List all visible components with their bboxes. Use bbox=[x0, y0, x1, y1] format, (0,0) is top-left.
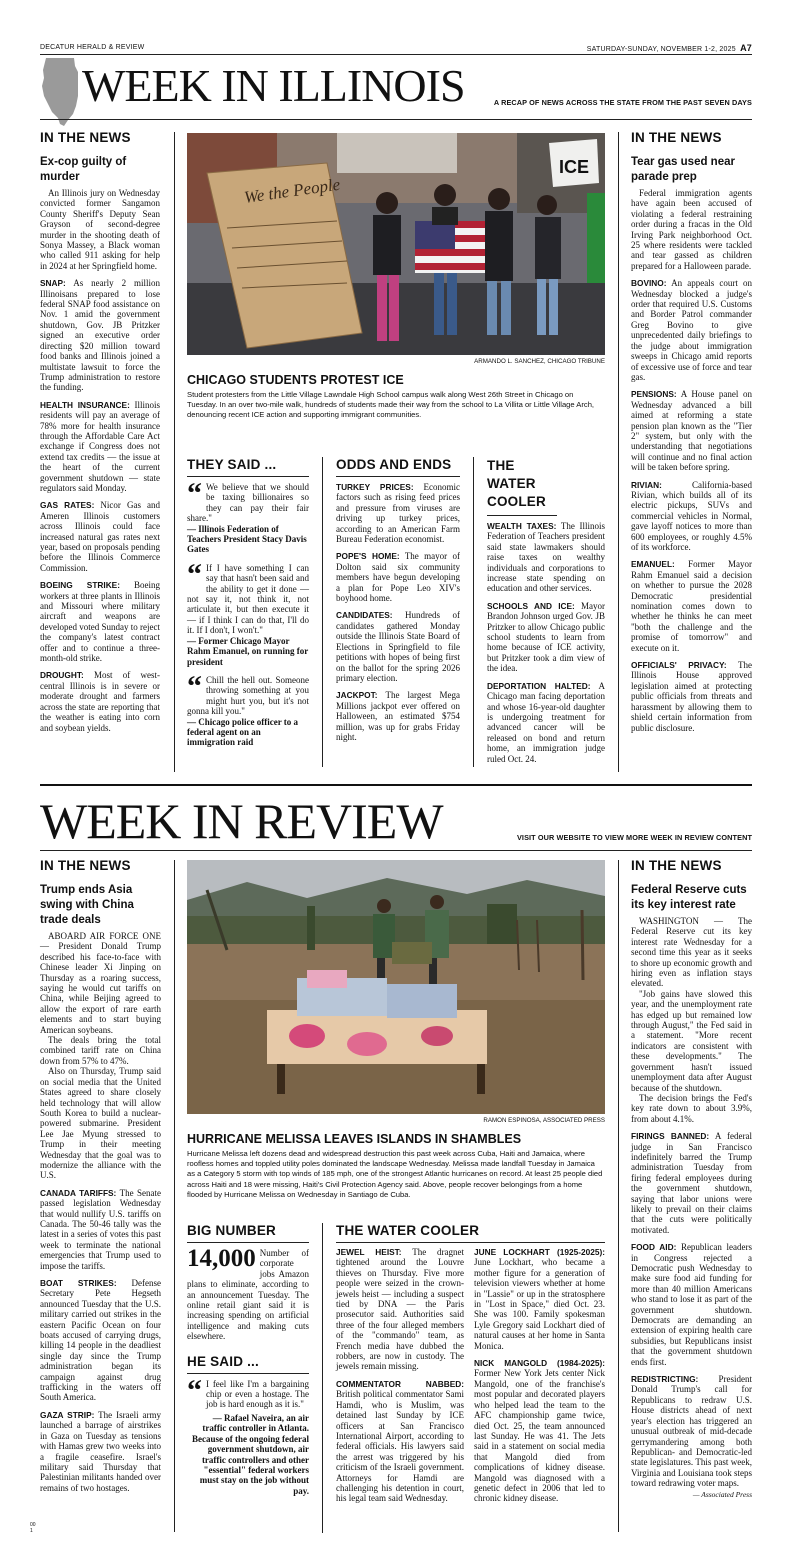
illinois-left-lede: An Illinois jury on Wednesday convicted former Sangamon County Sheriff's Deputy Sean Grayson of second-degree murder in the shooting death of Sonya Massey, a Black woman who called 911 asking for help in 2024 at her Springfield home. bbox=[40, 188, 160, 271]
list-item: JEWEL HEIST: The dragnet tightened around the Louvre thieves on Thursday. Five more people were seized in the crown-jewels heist — including a suspect tied by DNA — the Paris prosecutor said. Authorities said three of the four alleged members of the "commando" team, as French media have dubbed the robbers, are now in custody. The jewels remain missing. bbox=[336, 1247, 464, 1372]
section-divider bbox=[40, 784, 752, 786]
list-item: RIVIAN: California-based Rivian, which builds all of its electric pickups, SUVs and commercial vehicles in Normal, gave layoff notices to more than 600 employees, or roughly 4.5% of its workforce. bbox=[631, 479, 752, 552]
review-water-cooler-col1 bbox=[336, 1247, 464, 1511]
hurricane-caption: Hurricane Melissa left dozens dead and widespread destruction this past week across Cuba, Haiti and Jamaica, where roofless homes and toppled utility poles dominated the landscape Wednesday. Melissa made landfall Tuesday in Jamaica as a Category 5 storm with top winds of 185 mph, one of the strongest Atlantic hurricanes on record. At least 25 people died across Haiti and 18 were missing, Haiti's Civil Protection Agency said. Above, people recover belongings from a home flooded by Hurricane Melissa on Wednesday in Santiago de Cuba. bbox=[187, 1149, 603, 1199]
protest-caption-headline: CHICAGO STUDENTS PROTEST ICE bbox=[187, 373, 404, 387]
column-divider bbox=[618, 132, 619, 772]
big-number-value: 14,000 bbox=[187, 1245, 256, 1272]
column-divider bbox=[473, 457, 474, 767]
constitution-sign-text: We the People bbox=[242, 174, 342, 207]
illinois-title-rule bbox=[40, 119, 752, 120]
paper-name: DECATUR HERALD & REVIEW bbox=[40, 44, 145, 51]
illinois-water-cooler-heading: THE WATER COOLER bbox=[487, 457, 557, 516]
quote-text: If I have something I can say that hasn't been said and the ability to get it done — not say it, not think it, not articulate it, but then execute it — if I think I can do that, I'll do it. If I don't, I won't." bbox=[187, 562, 309, 636]
list-item: HEALTH INSURANCE: Illinois residents will pay an average of 78% more for health insurance through the Affordable Care Act exchange if Congress does not extend tax credits — the issue at the heart of the current government shutdown — state regulators said Monday. bbox=[40, 399, 160, 493]
quote-icon: “ bbox=[187, 1373, 202, 1407]
quote-attribution: — Former Chicago Mayor Rahm Emanuel, on running for president bbox=[187, 635, 309, 667]
review-right-paragraph: The decision brings the Fed's key rate down to about 3.9%, from about 4.1%. bbox=[631, 1092, 752, 1124]
list-item: DEPORTATION HALTED: A Chicago man facing deportation and whose 16-year-old daughter is undergoing treatment for advanced cancer will be released on bond and return home, an immigration judge ruled Oct. 24. bbox=[487, 680, 605, 764]
quote-text: Chill the hell out. Someone throwing something at you might hurt you, but it's not gonna kill you." bbox=[187, 674, 309, 717]
protest-caption: Student protesters from the Little Village Lawndale High School campus walk along West 26th Street in Chicago on Tuesday. In an over two-mile walk, hundreds of students made their way from the school to La Villita or Little Village Arch, denouncing recent ICE action and supporting immigrant communities. bbox=[187, 390, 595, 420]
they-said-heading: THEY SAID ... bbox=[187, 457, 309, 477]
list-item bbox=[187, 477, 309, 555]
week-in-review-title: WEEK IN REVIEW bbox=[40, 793, 443, 849]
review-title-rule bbox=[40, 850, 752, 851]
issue-date: SATURDAY-SUNDAY, NOVEMBER 1-2, 2025 bbox=[586, 46, 736, 53]
column-divider bbox=[174, 132, 175, 772]
he-said-quote: I feel like I'm a bargaining chip or even a hostage. The job is hard enough as it is." bbox=[206, 1378, 309, 1410]
list-item: SCHOOLS AND ICE: Mayor Brandon Johnson urged Gov. JB Pritzker to allow Chicago public school students to learn from home because of ICE activity, but Pritzker took a dim view of the idea. bbox=[487, 600, 605, 674]
illinois-right-lede: Federal immigration agents have again been accused of violating a federal restraining order during a fracas in the Old Irving Park neighborhood Oct. 25 where residents were tackled and tear gassed as children prepared for a Halloween parade. bbox=[631, 188, 752, 271]
list-item: BOEING STRIKE: Boeing workers at three plants in Illinois and Missouri where military aircraft and weapons are developed voted Sunday to reject the company's latest contract offer and to continue a three-month-old strike. bbox=[40, 580, 160, 664]
list-item: CANADA TARIFFS: The Senate passed legislation Wednesday that would nullify U.S. tariffs on Canada. The 50-46 tally was the latest in a series of votes this past week to terminate the national emergencies that Trump used to impose the tariffs. bbox=[40, 1187, 162, 1271]
list-item: FOOD AID: Republican leaders in Congress rejected a Democratic push Wednesday to make sure food aid funding for more than 40 million Americans who stand to lose it as part of the government shutdown. Democrats are demanding an extension of expiring health care subsidies, but Republicans insist that the government shutdown ends first. bbox=[631, 1242, 752, 1367]
illinois-left-body bbox=[40, 188, 160, 733]
big-number-heading: BIG NUMBER bbox=[187, 1223, 309, 1243]
review-right-heading: IN THE NEWS bbox=[631, 858, 722, 873]
column-divider bbox=[322, 457, 323, 767]
review-water-cooler-col2 bbox=[474, 1247, 605, 1511]
list-item: JACKPOT: The largest Mega Millions jackpot ever offered on Halloween, an estimated $754 million, was up for grabs Friday night. bbox=[336, 690, 460, 742]
quote-icon: “ bbox=[187, 557, 202, 591]
week-in-illinois-title: WEEK IN ILLINOIS bbox=[82, 60, 465, 111]
list-item: TURKEY PRICES: Economic factors such as rising feed prices and pressure from viruses are driving up turkey prices, according to an American Farm Bureau Federation economist. bbox=[336, 482, 461, 545]
ice-sign-text: ICE bbox=[559, 157, 590, 177]
quote-icon: “ bbox=[187, 669, 202, 703]
page-dateline bbox=[587, 43, 752, 53]
list-item bbox=[187, 557, 309, 667]
column-divider bbox=[322, 1223, 323, 1533]
protest-photo-illustration bbox=[187, 133, 605, 355]
page-number: A7 bbox=[740, 43, 752, 53]
illinois-map-icon bbox=[40, 56, 82, 128]
review-right-column bbox=[631, 858, 752, 1500]
list-item: GAZA STRIP: The Israeli army launched a barrage of airstrikes in Gaza on Tuesday as tensions with Hamas grew two weeks into a fragile ceasefire. Israel's military said Thursday that Palestinian militants handed over remains of two hostages. bbox=[40, 1409, 162, 1493]
review-left-headline: Trump ends Asia swing with China trade deals bbox=[40, 884, 134, 926]
illinois-water-cooler-column bbox=[487, 457, 605, 771]
odds-and-ends-heading: ODDS AND ENDS bbox=[336, 457, 460, 477]
column-divider bbox=[618, 860, 619, 1532]
review-left-paragraph: ABOARD AIR FORCE ONE — President Donald Trump described his face-to-face with Chinese leader Xi Jinping on Thursday as a roaring success, saying he would cut tariffs on China, while Beijing agreed to allow the export of rare earth elements and to start buying American soybeans. bbox=[40, 931, 161, 1035]
big-number-text: Number of corporate jobs Amazon plans to eliminate, according to an announcement Tuesday. The online retail giant said it is increasing spending on artificial intelligence and making cuts elsewhere. bbox=[187, 1248, 309, 1342]
odds-and-ends-column bbox=[336, 457, 460, 749]
they-said-column bbox=[187, 457, 309, 756]
list-item: OFFICIALS' PRIVACY: The Illinois House approved legislation aimed at protecting public officials from threats and harassment by allowing them to shield certain information from public disclosure. bbox=[631, 660, 753, 733]
hurricane-caption-headline: HURRICANE MELISSA LEAVES ISLANDS IN SHAMBLES bbox=[187, 1132, 522, 1146]
he-said-attribution: — Rafael Naveira, an air traffic controller in Atlanta. Because of the ongoing federal government shutdown, air traffic controllers and other "essential" federal workers must stay on the job without pay. bbox=[192, 1412, 309, 1496]
top-rule bbox=[40, 54, 752, 55]
list-item: POPE'S HOME: The mayor of Dolton said six community members have begun developing a plan for Pope Leo XIV's boyhood home. bbox=[336, 551, 460, 604]
review-left-paragraph: The deals bring the total combined tariff rate on China down from 57% to 47%. bbox=[40, 1035, 161, 1066]
chicago-protest-photo bbox=[187, 133, 605, 355]
hurricane-photo bbox=[187, 860, 605, 1114]
review-right-paragraph: WASHINGTON — The Federal Reserve cut its key interest rate Wednesday for a second time this year as it seeks to shore up economic growth and hiring even as inflation stays elevated. bbox=[631, 916, 752, 989]
folio-mark: 00 1 bbox=[30, 1522, 36, 1534]
review-water-cooler bbox=[336, 1223, 605, 1504]
review-kicker: VISIT OUR WEBSITE TO VIEW MORE WEEK IN REVIEW CONTENT bbox=[516, 833, 752, 842]
illinois-right-headline: Tear gas used near parade prep bbox=[631, 156, 735, 183]
illinois-left-column bbox=[40, 130, 160, 740]
list-item: FIRINGS BANNED: A federal judge in San Francisco indefinitely barred the Trump administration Tuesday from firing federal employees during the government shutdown, saying that labor unions were likely to prevail on their claims that the cuts were politically motivated. bbox=[631, 1131, 752, 1235]
source-credit: — Associated Press bbox=[692, 1489, 752, 1499]
quote-text: We believe that we should be taxing billionaires so they can pay their fair share." bbox=[187, 482, 309, 524]
list-item: CANDIDATES: Hundreds of candidates gathered Monday outside the Illinois State Board of Elections in Springfield to file petitions with hopes of being first on the ballot for the spring 2026 primary election. bbox=[336, 610, 460, 683]
illinois-kicker: A RECAP OF NEWS ACROSS THE STATE FROM THE PAST SEVEN DAYS bbox=[493, 98, 752, 107]
list-item: COMMENTATOR NABBED: British political commentator Sami Hamdi, who is Muslim, was detained last Sunday by ICE officers at San Francisco International Airport, according to federal officials. His lawyers said the arrest was triggered by his criticism of the Israeli government. Attorneys for Hamdi are challenging his detention in court, his legal team said Wednesday. bbox=[336, 1378, 464, 1504]
list-item: WEALTH TAXES: The Illinois Federation of Teachers president said state lawmakers should raise taxes on wealthy individuals and corporations to increase state spending on education and other services. bbox=[487, 521, 605, 594]
review-water-cooler-heading: THE WATER COOLER bbox=[336, 1223, 605, 1243]
protest-photo-credit: ARMANDO L. SANCHEZ, CHICAGO TRIBUNE bbox=[474, 358, 605, 365]
illinois-left-heading: IN THE NEWS bbox=[40, 130, 131, 145]
list-item: SNAP: As nearly 2 million Illinoisans prepared to lose federal SNAP food assistance on Nov. 1 amid the government shutdown, Gov. JB Pritzker signed an executive order directing $20 million toward food banks and Illinois joined a multistate lawsuit to force the Trump administration to restore the funding. bbox=[40, 278, 160, 393]
list-item: REDISTRICTING: President Donald Trump's call for Republicans to redraw U.S. House districts ahead of next year's election has triggered an unusual outbreak of mid-decade gerrymandering among both Republican- and Democratic-led state legislatures. This past week, Virginia and Louisiana took steps toward redrawing voter maps. bbox=[631, 1374, 752, 1489]
illinois-left-headline: Ex-cop guilty of murder bbox=[40, 156, 127, 183]
list-item: NICK MANGOLD (1984-2025): Former New York Jets center Nick Mangold, one of the franchise's most popular and decorated players who helped lead the team to the AFC championship game twice, died Oct. 25, the team announced last Sunday. He was 41. The Jets said in a statement on social media that Mangold died from complications of kidney disease. Mangold was diagnosed with a genetic defect in 2006 that led to chronic kidney disease. bbox=[474, 1358, 605, 1504]
quote-attribution: — Illinois Federation of Teachers President Stacy Davis Gates bbox=[187, 523, 307, 555]
list-item: GAS RATES: Nicor Gas and Ameren Illinois customers across Illinois could face increased natural gas rates next year, based on proposals pending before the Illinois Commerce Commission. bbox=[40, 500, 161, 573]
list-item bbox=[187, 669, 309, 748]
list-item: PENSIONS: A House panel on Wednesday advanced a bill aimed at reforming a state pension plan known as the "Tier 2" system, but only with the understanding that negotiations will continue and no final action will be taken before spring. bbox=[631, 389, 752, 473]
review-right-headline: Federal Reserve cuts its key interest rate bbox=[631, 884, 747, 911]
quote-icon: “ bbox=[187, 477, 202, 510]
illinois-right-heading: IN THE NEWS bbox=[631, 130, 722, 145]
review-left-paragraph: Also on Thursday, Trump said on social media that the United States agreed to share closely held technology that will allow South Korea to build a nuclear-powered submarine. President Lee Jae Myung stressed to Trump in their meeting Wednesday that the goal was to modernize the alliance with the U.S. bbox=[40, 1066, 161, 1181]
big-number-column bbox=[187, 1223, 309, 1504]
list-item: BOAT STRIKES: Defense Secretary Pete Hegseth announced Tuesday that the U.S. military carried out strikes in the eastern Pacific Ocean on four boats accused of carrying drugs, killing 14 people in the deadliest single day since the Trump administration began its campaign against drug trafficking in the waters off South America. bbox=[40, 1278, 161, 1403]
quote-attribution: — Chicago police officer to a federal agent on an immigration raid bbox=[187, 716, 299, 748]
review-right-paragraph: "Job gains have slowed this year, and the unemployment rate has edged up but remained low through August," the Fed said in a statement. "More recent indicators are consistent with these developments." The government hasn't issued unemployment data after August because of the shutdown. bbox=[631, 988, 752, 1093]
list-item: DROUGHT: Most of west-central Illinois is in severe or moderate drought and farmers across the state are reporting that the weather is eating into corn and soybean yields. bbox=[40, 670, 160, 733]
illinois-right-column bbox=[631, 130, 752, 740]
list-item: JUNE LOCKHART (1925-2025): June Lockhart, who became a mother figure for a generation of television viewers whether at home in "Lassie" or up in the stratosphere in "Lost in Space," died Oct. 23. She was 100. Family spokesman Lyle Gregory said Lockhart died of natural causes at her home in Santa Monica. bbox=[474, 1247, 605, 1351]
he-said-heading: HE SAID ... bbox=[187, 1354, 309, 1374]
review-left-column bbox=[40, 858, 161, 1500]
column-divider bbox=[174, 860, 175, 1532]
hurricane-photo-credit: RAMON ESPINOSA, ASSOCIATED PRESS bbox=[483, 1117, 605, 1124]
list-item: BOVINO: An appeals court on Wednesday blocked a judge's order that required U.S. Customs and Border Patrol commander Greg Bovino to give unprecedented daily briefings to the judge about immigration sweeps in Chicago amid reports of excessive use of force and tear gas. bbox=[631, 278, 752, 382]
review-left-heading: IN THE NEWS bbox=[40, 858, 131, 873]
hurricane-photo-illustration bbox=[187, 860, 605, 1114]
list-item: EMANUEL: Former Mayor Rahm Emanuel said a decision on whether to pursue the 2028 Democratic presidential nomination comes down to whether he thinks he can meet "both the challenge and the promise of tomorrow" and execute on it. bbox=[631, 559, 752, 653]
